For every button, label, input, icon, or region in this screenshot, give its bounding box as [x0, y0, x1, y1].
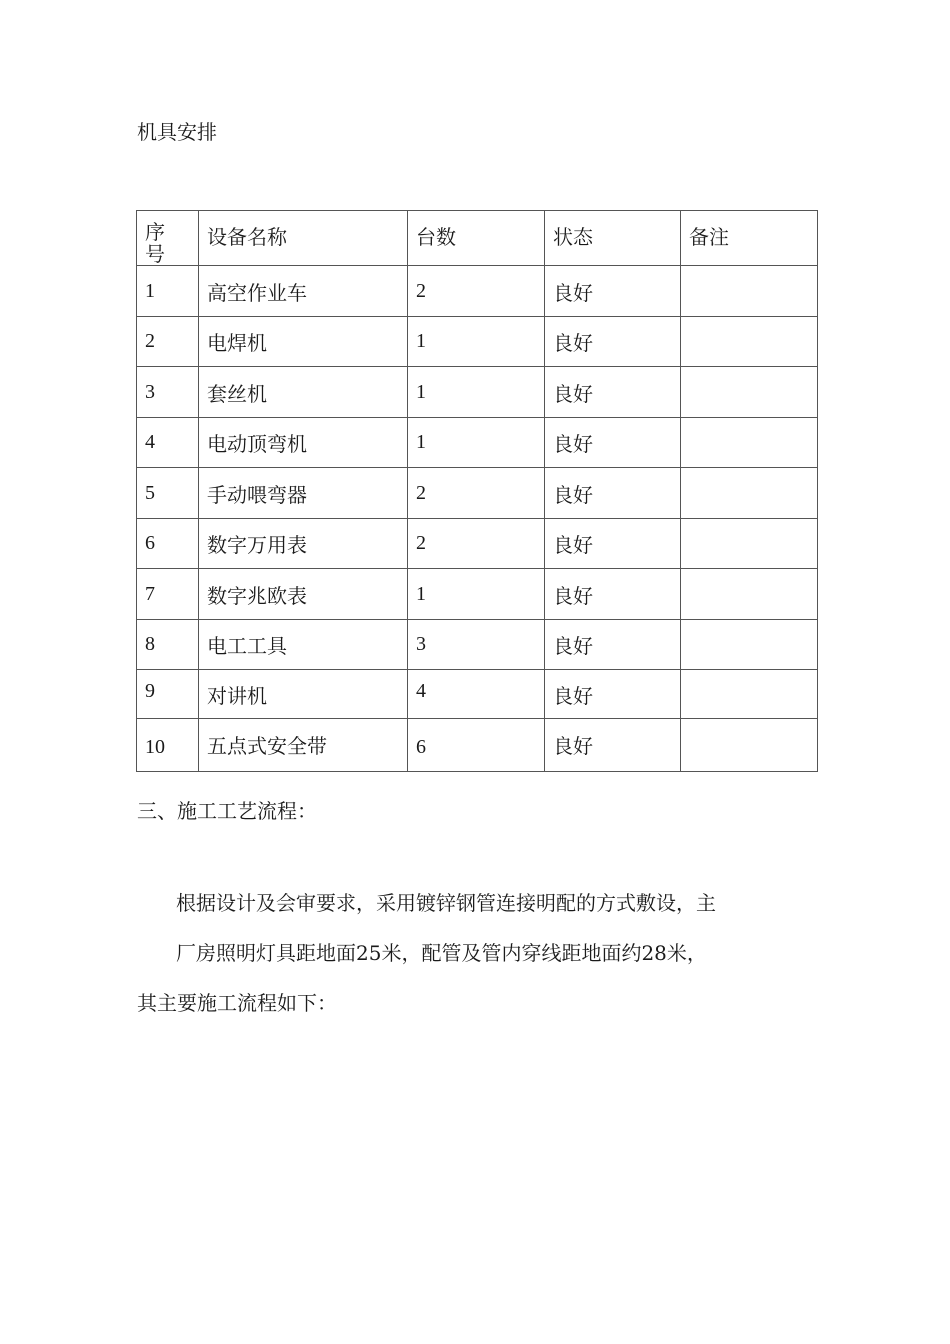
table-row [137, 468, 818, 519]
cell-name: 数字兆欧表 [199, 569, 408, 620]
cell-qty: 2 [408, 519, 545, 569]
cell-qty: 2 [408, 468, 545, 519]
cell-status: 良好 [545, 266, 681, 317]
cell-status: 良好 [545, 367, 681, 418]
cell-no: 10 [137, 719, 199, 772]
cell-status: 良好 [545, 620, 681, 670]
cell-note [681, 266, 818, 317]
table-row [137, 670, 818, 719]
cell-name: 数字万用表 [199, 519, 408, 569]
cell-note [681, 519, 818, 569]
cell-qty: 2 [408, 266, 545, 317]
table-row [137, 418, 818, 468]
cell-note [681, 367, 818, 418]
cell-status: 良好 [545, 719, 681, 772]
cell-name: 电动顶弯机 [199, 418, 408, 468]
cell-note [681, 468, 818, 519]
table-row [137, 519, 818, 569]
cell-name: 套丝机 [199, 367, 408, 418]
cell-no: 2 [137, 317, 199, 367]
cell-qty: 1 [408, 569, 545, 620]
table-row [137, 266, 818, 317]
paragraph-line-2: 厂房照明灯具距地面25米，配管及管内穿线距地面约28米， [176, 941, 707, 965]
header-seq-line2: 号 [145, 242, 165, 266]
cell-no: 4 [137, 418, 199, 468]
cell-status: 良好 [545, 317, 681, 367]
cell-no: 1 [137, 266, 199, 317]
cell-status: 良好 [545, 569, 681, 620]
header-seq-line1: 序 [145, 220, 165, 244]
cell-name: 手动喂弯器 [199, 468, 408, 519]
header-seq [137, 211, 199, 266]
cell-name: 对讲机 [199, 670, 408, 719]
table-row [137, 719, 818, 772]
cell-qty: 1 [408, 367, 545, 418]
cell-qty: 3 [408, 620, 545, 670]
cell-note [681, 719, 818, 772]
cell-name: 电工工具 [199, 620, 408, 670]
cell-status: 良好 [545, 468, 681, 519]
header-name: 设备名称 [199, 211, 408, 266]
cell-status: 良好 [545, 418, 681, 468]
cell-no: 6 [137, 519, 199, 569]
cell-no: 8 [137, 620, 199, 670]
cell-qty: 1 [408, 418, 545, 468]
paragraph-line-3: 其主要施工流程如下： [137, 991, 337, 1015]
cell-name: 五点式安全带 [199, 719, 408, 772]
header-status: 状态 [545, 211, 681, 266]
paragraph-line-1: 根据设计及会审要求，采用镀锌钢管连接明配的方式敷设，主 [176, 891, 716, 915]
header-note: 备注 [681, 211, 818, 266]
table-row [137, 569, 818, 620]
cell-note [681, 569, 818, 620]
table-header-row [137, 211, 818, 266]
cell-note [681, 418, 818, 468]
header-qty: 台数 [408, 211, 545, 266]
cell-no: 7 [137, 569, 199, 620]
equipment-table [136, 210, 818, 772]
section-title-process: 三、施工工艺流程： [137, 799, 317, 823]
cell-note [681, 670, 818, 719]
table-row [137, 367, 818, 418]
cell-qty: 1 [408, 317, 545, 367]
cell-qty: 6 [408, 719, 545, 772]
cell-no: 9 [137, 670, 199, 719]
cell-name: 电焊机 [199, 317, 408, 367]
cell-no: 3 [137, 367, 199, 418]
cell-status: 良好 [545, 670, 681, 719]
cell-no: 5 [137, 468, 199, 519]
cell-note [681, 620, 818, 670]
table-row [137, 620, 818, 670]
section-title-tools: 机具安排 [137, 120, 217, 144]
cell-note [681, 317, 818, 367]
cell-name: 高空作业车 [199, 266, 408, 317]
cell-qty: 4 [408, 670, 545, 719]
table-row [137, 317, 818, 367]
cell-status: 良好 [545, 519, 681, 569]
